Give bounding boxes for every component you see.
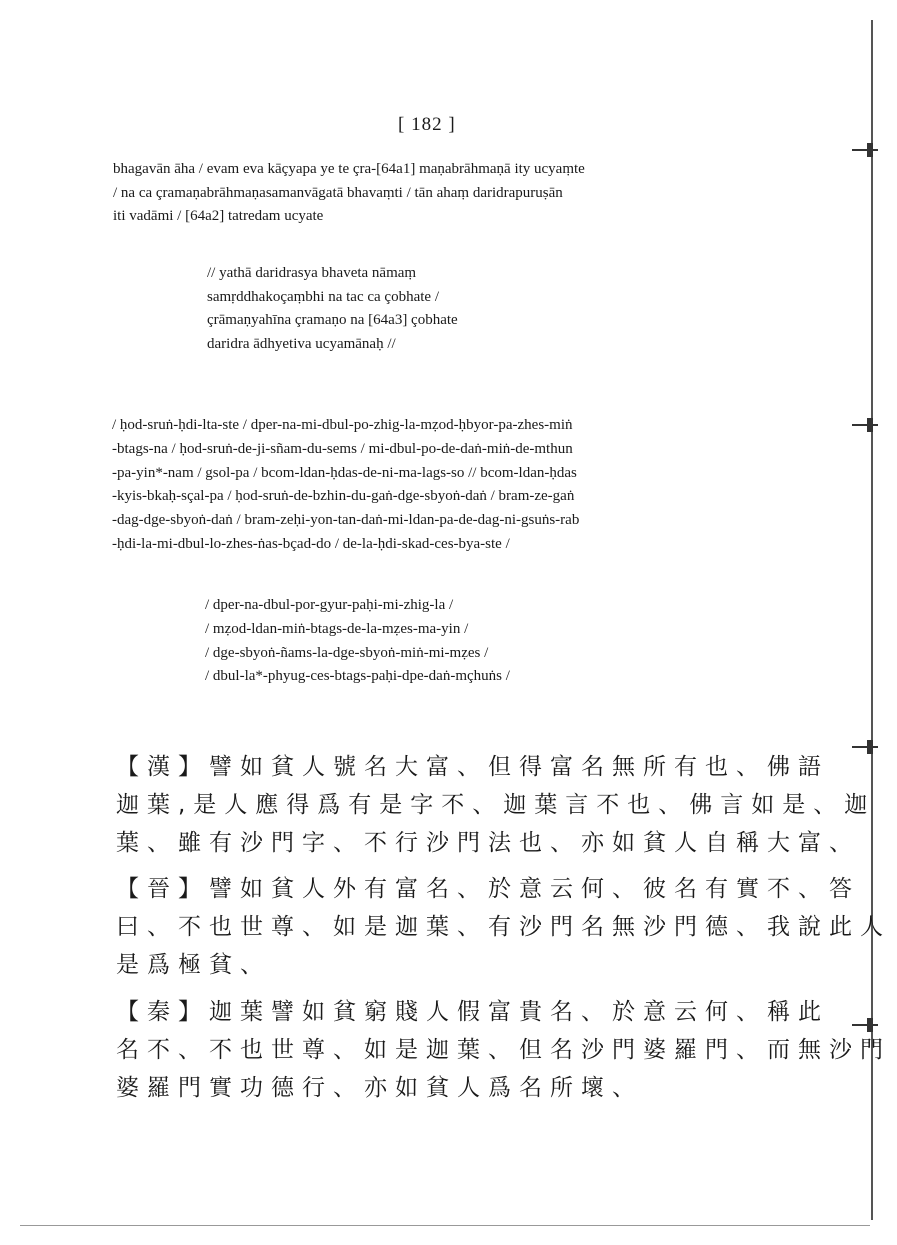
text-line: iti vadāmi / [64a2] tatredam ucyate [113, 208, 324, 224]
chinese-line: 婆羅門實功德行、亦如貧人爲名所壞、 [116, 1075, 643, 1101]
text-line: / na ca çramaṇabrāhmaṇasamanvāgatā bhavaṃti / tān ahaṃ daridrapuruṣān [113, 184, 563, 201]
verse-line: / dge-sbyoṅ-ñams-la-dge-sbyoṅ-miṅ-mi-mẓes / [205, 644, 489, 661]
chinese-jin-translation [116, 870, 891, 984]
text-line: -ḥdi-la-mi-dbul-lo-zhes-ṅas-bçad-do / de-la-ḥdi-skad-ces-bya-ste / [112, 535, 510, 552]
chinese-line: 迦葉,是人應得爲有是字不、迦葉言不也、佛言如是、迦 [116, 792, 876, 818]
verse-line: samṛddhakoçaṃbhi na tac ca çobhate / [207, 288, 439, 305]
sanskrit-verse [207, 262, 458, 356]
verse-line: / dbul-la*-phyug-ces-btags-paḥi-dpe-daṅ-mçhuṅs / [205, 668, 510, 685]
text-line: / ḥod-sruṅ-ḥdi-lta-ste / dper-na-mi-dbul-po-zhig-la-mẓod-ḥbyor-pa-zhes-miṅ [112, 417, 573, 433]
margin-mark [852, 143, 878, 157]
chinese-line: 葉、雖有沙門字、不行沙門法也、亦如貧人自稱大富、 [116, 830, 860, 856]
chinese-line: 曰、不也世尊、如是迦葉、有沙門名無沙門德、我說此人 [116, 914, 891, 940]
text-line: bhagavān āha / evam eva kāçyapa ye te çra-[64a1] maṇabrāhmaṇā ity ucyaṃte [113, 161, 585, 177]
chinese-han-translation [116, 748, 875, 862]
tibetan-prose [112, 414, 579, 557]
chinese-line: 【秦】迦葉譬如貧窮賤人假富貴名、於意云何、稱此 [116, 999, 829, 1025]
tibetan-verse [205, 594, 510, 689]
bottom-rule [20, 1225, 870, 1226]
text-line: -pa-yin*-nam / gsol-pa / bcom-ldan-ḥdas-de-ni-ma-lags-so // bcom-ldan-ḥdas [112, 464, 577, 481]
text-line: -kyis-bkaḥ-sçal-pa / ḥod-sruṅ-de-bzhin-du-gaṅ-dge-sbyoṅ-daṅ / bram-ze-gaṅ [112, 488, 575, 505]
chinese-line: 【漢】譬如貧人號名大富、但得富名無所有也、佛語 [116, 754, 829, 780]
chinese-line: 【晉】譬如貧人外有富名、於意云何、彼名有實不、答 [116, 876, 860, 902]
text-line: -btags-na / ḥod-sruṅ-de-ji-sñam-du-sems / mi-dbul-po-de-daṅ-miṅ-de-mthun [112, 440, 573, 457]
verse-line: / mẓod-ldan-miṅ-btags-de-la-mẓes-ma-yin / [205, 620, 469, 637]
sanskrit-prose [113, 158, 585, 229]
verse-line: / dper-na-dbul-por-gyur-paḥi-mi-zhig-la / [205, 597, 454, 613]
chinese-qin-translation [116, 993, 891, 1107]
verse-line: // yathā daridrasya bhaveta nāmaṃ [207, 265, 417, 281]
chinese-line: 名不、不也世尊、如是迦葉、但名沙門婆羅門、而無沙門 [116, 1037, 891, 1063]
verse-line: daridra ādhyetiva ucyamānaḥ // [207, 335, 396, 352]
chinese-line: 是爲極貧、 [116, 952, 271, 978]
text-line: -dag-dge-sbyoṅ-daṅ / bram-zeḥi-yon-tan-daṅ-mi-ldan-pa-de-dag-ni-gsuṅs-rab [112, 512, 580, 529]
verse-line: çrāmaṇyahīna çramaṇo na [64a3] çobhate [207, 312, 458, 328]
page-number: [ 182 ] [398, 114, 456, 135]
margin-mark [852, 418, 878, 432]
